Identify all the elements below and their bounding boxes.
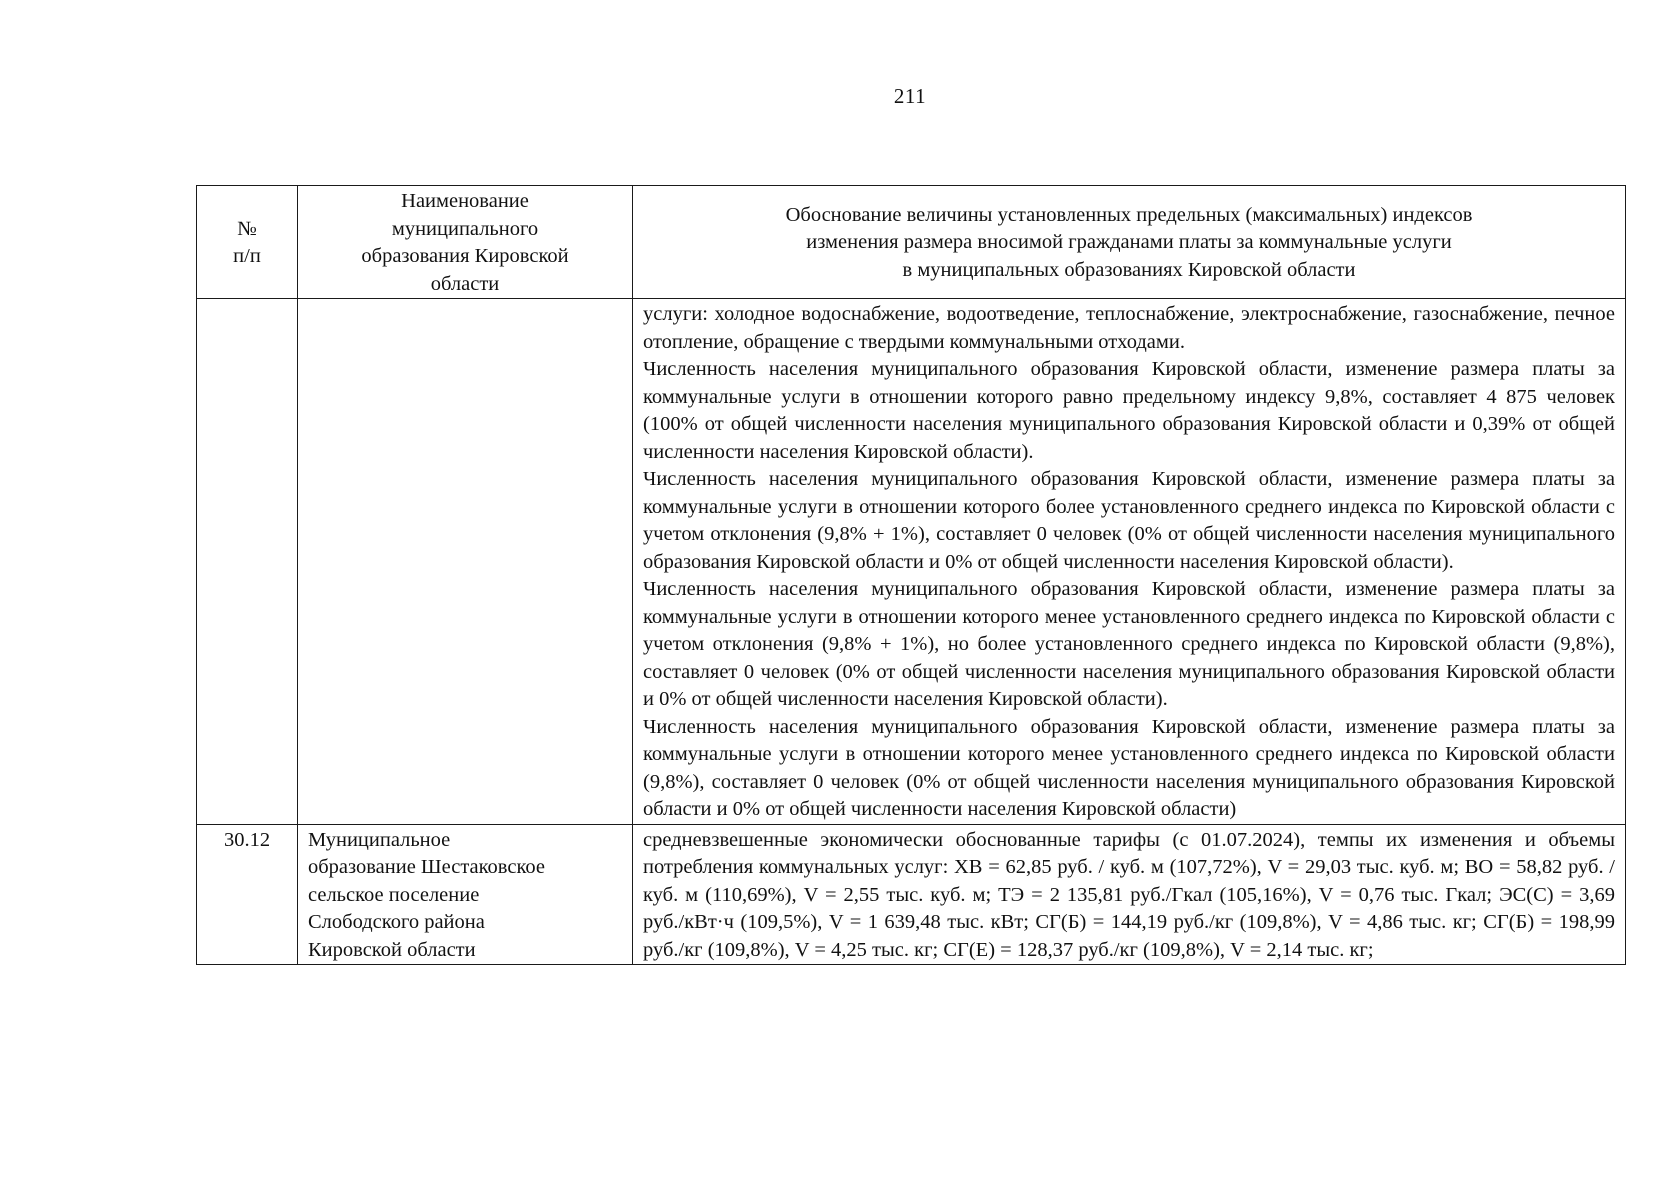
municipality-name-line: Слободского района <box>308 911 485 933</box>
header-justification-line: изменения размера вносимой гражданами платы за коммунальные услуги <box>806 231 1452 254</box>
header-justification-line: в муниципальных образованиях Кировской области <box>902 258 1356 281</box>
row-name-cell <box>298 824 633 965</box>
justification-paragraph: Численность населения муниципального образования Кировской области, изменение размера платы за коммунальные услуги в отношении которого менее установленного среднего индекса по Кировской области с учетом отклонения (9,8% + 1%), но более установленного среднего индекса по Кировской области (9,8%), составляет 0 человек (0% от общей численности населения муниципального образования Кировской области и 0% от общей численности населения Кировской области). <box>643 578 1615 710</box>
row-number-cell: 30.12 <box>197 824 298 965</box>
municipality-name-line: сельское поселение <box>308 883 480 906</box>
table-row <box>197 299 1626 825</box>
row-justification-cell <box>633 299 1626 825</box>
header-name-line: Наименование <box>401 190 529 212</box>
municipality-name-line: Кировской области <box>308 938 476 961</box>
justification-paragraph: услуги: холодное водоснабжение, водоотведение, теплоснабжение, электроснабжение, газоснабжение, печное отопление, обращение с твердыми коммунальными отходами. <box>643 303 1615 353</box>
header-name-line: муниципального <box>391 217 539 240</box>
justification-paragraph: Численность населения муниципального образования Кировской области, изменение размера платы за коммунальные услуги в отношении которого более установленного среднего индекса по Кировской области с учетом отклонения (9,8% + 1%), составляет 0 человек (0% от общей численности населения муниципального образования Кировской области и 0% от общей численности населения Кировской области). <box>643 468 1615 573</box>
header-name-line: области <box>430 272 500 295</box>
header-number-line: п/п <box>233 245 261 267</box>
tariff-table <box>196 185 1626 965</box>
header-number-cell <box>197 186 298 299</box>
justification-paragraph: Численность населения муниципального образования Кировской области, изменение размера платы за коммунальные услуги в отношении которого равно предельному индексу 9,8%, составляет 4 875 человек (100% от общей численности населения муниципального образования Кировской области и 0,39% от общей численности населения Кировской области). <box>643 358 1615 463</box>
table-header-row <box>197 186 1626 299</box>
row-name-cell <box>298 299 633 825</box>
header-name-line: образования Кировской <box>361 245 569 267</box>
row-justification-cell <box>633 824 1626 965</box>
header-number-line: № <box>237 217 257 240</box>
justification-paragraph: Численность населения муниципального образования Кировской области, изменение размера платы за коммунальные услуги в отношении которого менее установленного среднего индекса по Кировской области (9,8%), составляет 0 человек (0% от общей численности населения муниципального образования Кировской области и 0% от общей численности населения Кировской области) <box>643 715 1615 820</box>
row-number-cell <box>197 299 298 825</box>
header-name-cell <box>298 186 633 299</box>
header-justification-line: Обоснование величины установленных предельных (максимальных) индексов <box>785 203 1473 226</box>
header-justification-cell <box>633 186 1626 299</box>
municipality-name-line: Муниципальное <box>308 828 451 851</box>
table-row <box>197 824 1626 965</box>
municipality-name-line: образование Шестаковское <box>308 856 545 878</box>
justification-paragraph: средневзвешенные экономически обоснованные тарифы (с 01.07.2024), темпы их изменения и объемы потребления коммунальных услуг: ХВ = 62,85 руб. / куб. м (107,72%), V = 29,03 тыс. куб. м; ВО = 58,82 руб. / куб. м (110,69%), V = 2,55 тыс. куб. м; ТЭ = 2 135,81 руб./Гкал (105,16%), V = 0,76 тыс. Гкал; ЭС(С) = 3,69 руб./кВт·ч (109,5%), V = 1 639,48 тыс. кВт; СГ(Б) = 144,19 руб./кг (109,8%), V = 4,86 тыс. кг; СГ(Б) = 198,99 руб./кг (109,8%), V = 4,25 тыс. кг; СГ(Е) = 128,37 руб./кг (109,8%), V = 2,14 тыс. кг; <box>643 828 1615 961</box>
page-number: 211 <box>893 84 927 108</box>
